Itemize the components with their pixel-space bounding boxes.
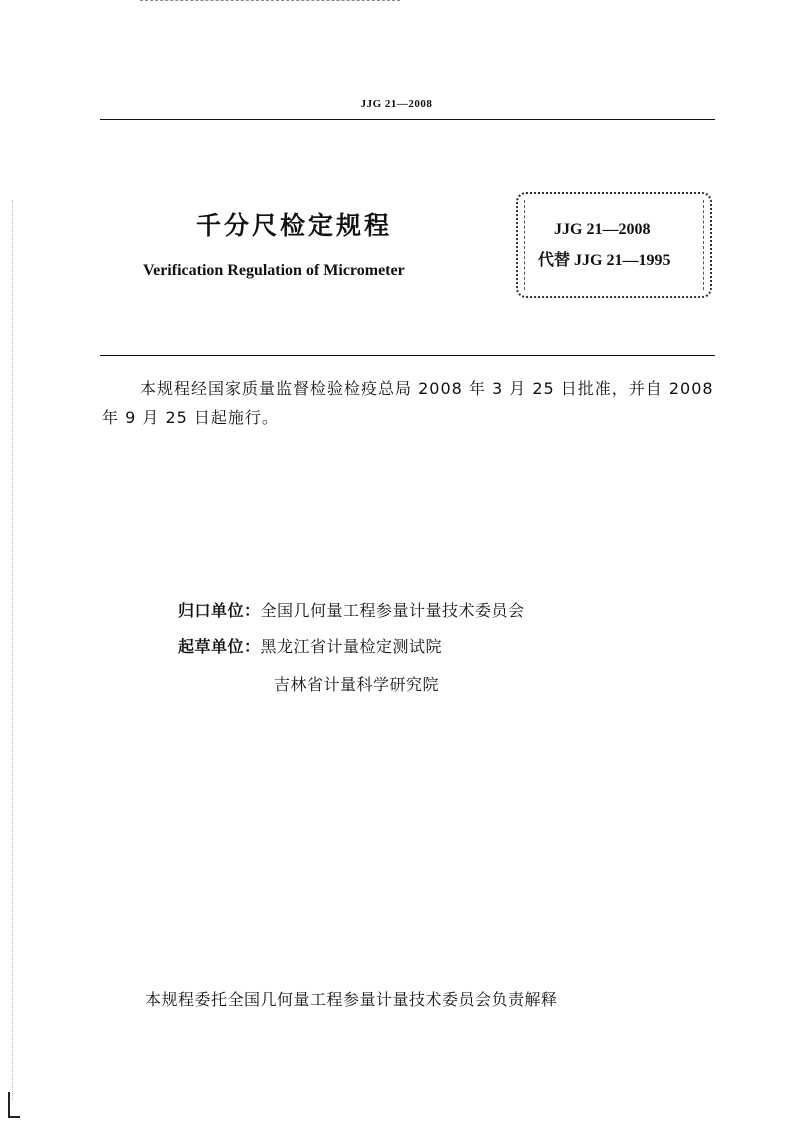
drafting-unit-row-2 bbox=[274, 672, 439, 695]
interpretation-note: 本规程委托全国几何量工程参量计量技术委员会负责解释 bbox=[145, 990, 558, 1009]
scan-artifact-corner bbox=[8, 1092, 20, 1118]
drafting-unit-value-2: 吉林省计量科学研究院 bbox=[274, 675, 440, 694]
scan-artifact-top bbox=[140, 0, 400, 2]
scan-artifact-left bbox=[12, 200, 14, 1100]
drafting-unit-value-1: 黑龙江省计量检定测试院 bbox=[260, 637, 443, 656]
replaced-standard-code: 代替 JJG 21—1995 bbox=[538, 252, 671, 269]
drafting-unit-label: 起草单位： bbox=[178, 637, 261, 656]
code-box-border bbox=[524, 200, 704, 290]
document-title-english: Verification Regulation of Micrometer bbox=[143, 262, 405, 279]
responsible-unit-row bbox=[178, 598, 525, 621]
responsible-unit-label: 归口单位： bbox=[178, 601, 261, 620]
header-rule bbox=[100, 119, 715, 120]
responsible-unit-value: 全国几何量工程参量计量技术委员会 bbox=[260, 601, 525, 620]
drafting-unit-row bbox=[178, 634, 442, 657]
standard-code-box bbox=[516, 192, 712, 298]
document-title-chinese: 千分尺检定规程 bbox=[196, 211, 393, 240]
section-rule bbox=[100, 355, 715, 356]
approval-statement: 本规程经国家质量监督检验检疫总局 2008 年 3 月 25 日批准，并自 2008 年 9 月 25 日起施行。 bbox=[102, 379, 714, 427]
running-header: JJG 21—2008 bbox=[360, 98, 433, 110]
standard-code: JJG 21—2008 bbox=[554, 221, 651, 238]
